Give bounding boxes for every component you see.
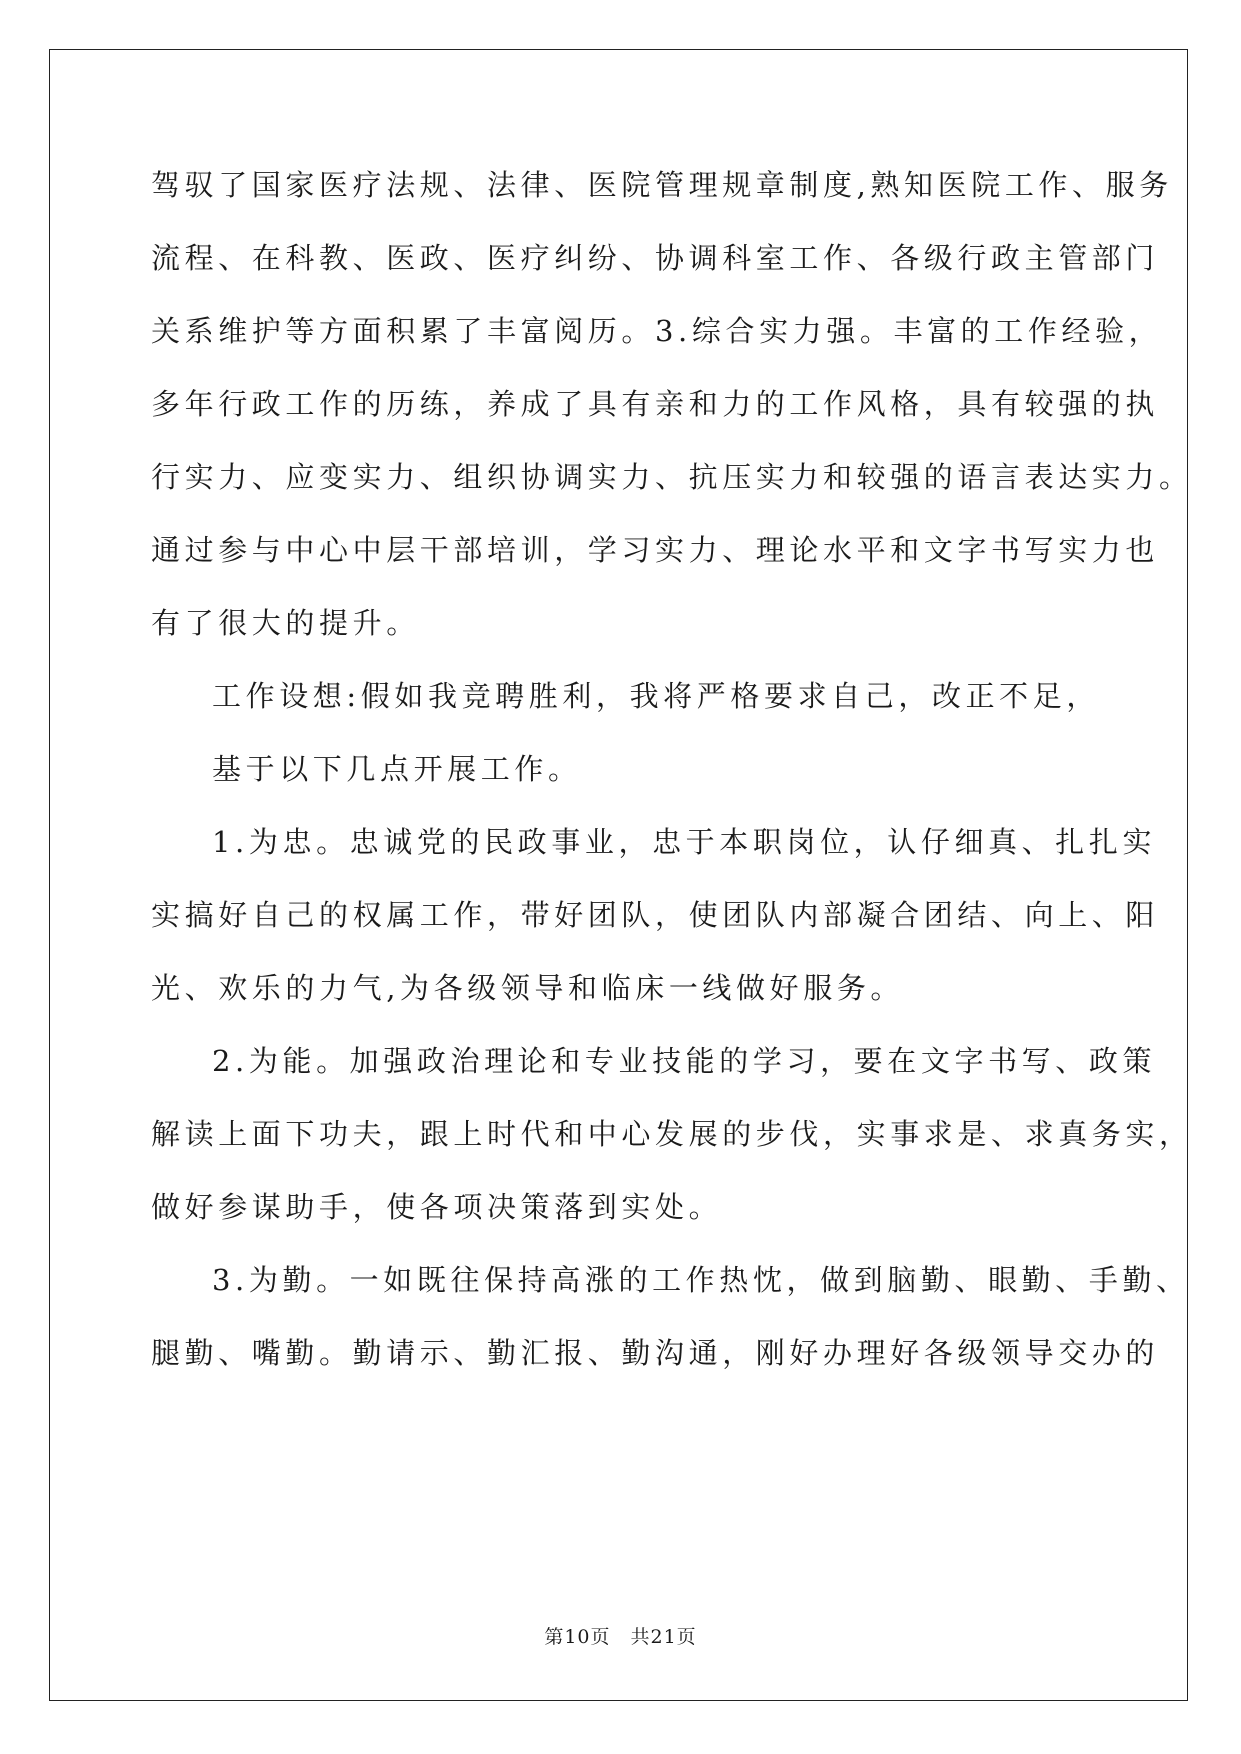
text-line-2: 流程、在科教、医政、医疗纠纷、协调科室工作、各级行政主管部门 bbox=[151, 241, 1160, 275]
text-line-4: 多年行政工作的历练，养成了具有亲和力的工作风格，具有较强的执 bbox=[151, 387, 1160, 421]
text-line-5: 行实力、应变实力、组织协调实力、抗压实力和较强的语言表达实力。 bbox=[151, 460, 1193, 494]
text-line-14: 解读上面下功夫，跟上时代和中心发展的步伐，实事求是、求真务实， bbox=[151, 1117, 1193, 1151]
text-line-11: 实搞好自己的权属工作，带好团队，使团队内部凝合团结、向上、阳 bbox=[151, 898, 1160, 932]
page-number-footer: 第10页 共21页 bbox=[544, 1626, 697, 1648]
text-line-6: 通过参与中心中层干部培训，学习实力、理论水平和文字书写实力也 bbox=[151, 533, 1160, 567]
text-line-9: 基于以下几点开展工作。 bbox=[212, 752, 582, 786]
text-line-10: 1.为忠。忠诚党的民政事业，忠于本职岗位，认仔细真、扎扎实 bbox=[212, 825, 1157, 859]
page-border bbox=[49, 49, 1188, 1701]
text-line-3: 关系维护等方面积累了丰富阅历。3.综合实力强。丰富的工作经验， bbox=[151, 314, 1163, 348]
text-line-1: 驾驭了国家医疗法规、法律、医院管理规章制度,熟知医院工作、服务 bbox=[151, 168, 1173, 202]
text-line-8: 工作设想:假如我竞聘胜利，我将严格要求自己，改正不足， bbox=[212, 679, 1100, 713]
text-line-15: 做好参谋助手，使各项决策落到实处。 bbox=[151, 1190, 723, 1224]
text-line-17: 腿勤、嘴勤。勤请示、勤汇报、勤沟通，刚好办理好各级领导交办的 bbox=[151, 1336, 1160, 1370]
text-line-7: 有了很大的提升。 bbox=[151, 606, 420, 640]
text-line-16: 3.为勤。一如既往保持高涨的工作热忱，做到脑勤、眼勤、手勤、 bbox=[212, 1263, 1190, 1297]
text-line-13: 2.为能。加强政治理论和专业技能的学习，要在文字书写、政策 bbox=[212, 1044, 1157, 1078]
text-line-12: 光、欢乐的力气,为各级领导和临床一线做好服务。 bbox=[151, 971, 905, 1005]
